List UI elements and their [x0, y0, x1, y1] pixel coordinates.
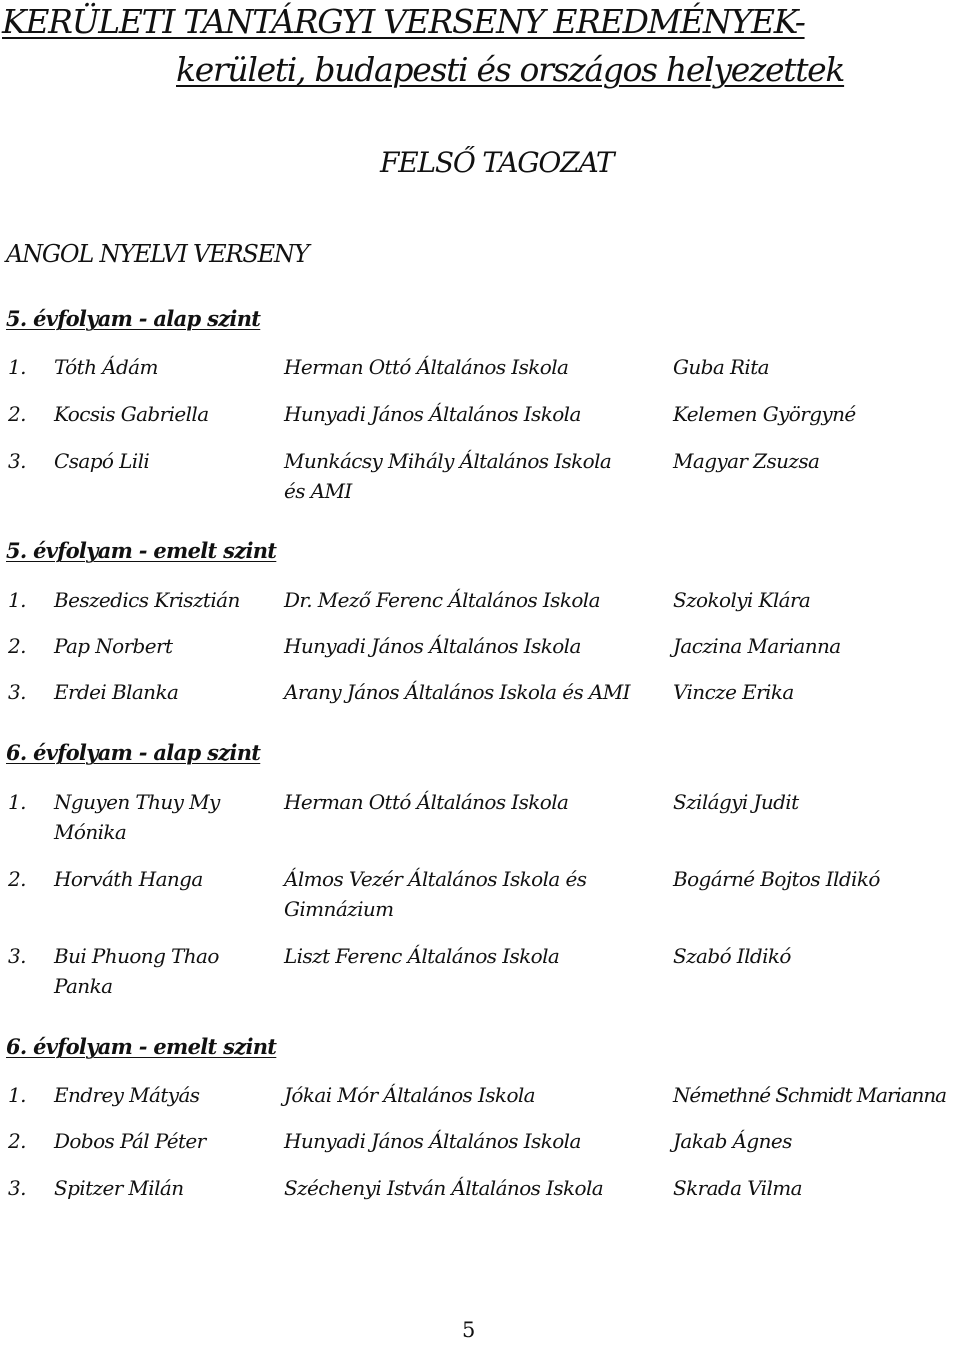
document-title-line-1: KERÜLETI TANTÁRGYI VERSENY EREDMÉNYEK- [2, 2, 805, 41]
teacher-name: Jaczina Marianna [673, 634, 841, 658]
group-title: 6. évfolyam - alap szint [6, 740, 261, 765]
rank: 3. [8, 449, 26, 473]
page-number: 5 [462, 1318, 476, 1342]
rank: 2. [8, 867, 26, 891]
subject-title: ANGOL NYELVI VERSENY [6, 240, 309, 268]
student-name: Endrey Mátyás [54, 1083, 200, 1107]
rank: 1. [8, 355, 26, 379]
school-name: Dr. Mező Ferenc Általános Iskola [284, 588, 600, 612]
school-name: Hunyadi János Általános Iskola [284, 402, 581, 426]
student-name: Tóth Ádám [54, 355, 158, 379]
student-name: Bui Phuong Thao Panka [54, 944, 219, 998]
teacher-name: Bogárné Bojtos Ildikó [673, 867, 880, 891]
rank: 2. [8, 402, 26, 426]
teacher-name: Skrada Vilma [673, 1176, 802, 1200]
rank: 2. [8, 634, 26, 658]
school-name: Jókai Mór Általános Iskola [284, 1083, 536, 1107]
group-title: 6. évfolyam - emelt szint [6, 1034, 277, 1059]
school-name: Széchenyi István Általános Iskola [284, 1176, 604, 1200]
student-name: Horváth Hanga [54, 867, 203, 891]
student-name: Kocsis Gabriella [54, 402, 209, 426]
group-title: 5. évfolyam - alap szint [6, 306, 261, 331]
school-name: Álmos Vezér Általános Iskola és Gimnázium [284, 867, 587, 921]
teacher-name: Szilágyi Judit [673, 790, 799, 814]
school-name: Herman Ottó Általános Iskola [284, 790, 569, 814]
school-name: Arany János Általános Iskola és AMI [284, 680, 630, 704]
rank: 1. [8, 790, 26, 814]
rank: 3. [8, 1176, 26, 1200]
teacher-name: Némethné Schmidt Marianna [673, 1083, 946, 1107]
school-name: Munkácsy Mihály Általános Iskola és AMI [284, 449, 612, 503]
student-name: Csapó Lili [54, 449, 150, 473]
school-name: Hunyadi János Általános Iskola [284, 1129, 581, 1153]
student-name: Dobos Pál Péter [54, 1129, 206, 1153]
teacher-name: Jakab Ágnes [673, 1129, 792, 1153]
teacher-name: Szokolyi Klára [673, 588, 811, 612]
teacher-name: Guba Rita [673, 355, 769, 379]
teacher-name: Szabó Ildikó [673, 944, 791, 968]
rank: 1. [8, 588, 26, 612]
school-name: Herman Ottó Általános Iskola [284, 355, 569, 379]
document-title-line-2: kerületi, budapesti és országos helyezettek [176, 50, 845, 89]
student-name: Nguyen Thuy My Mónika [54, 790, 220, 844]
student-name: Pap Norbert [54, 634, 173, 658]
teacher-name: Magyar Zsuzsa [673, 449, 820, 473]
rank: 3. [8, 944, 26, 968]
section-title: FELSŐ TAGOZAT [380, 146, 614, 179]
rank: 3. [8, 680, 26, 704]
group-title: 5. évfolyam - emelt szint [6, 538, 277, 563]
teacher-name: Vincze Erika [673, 680, 794, 704]
school-name: Hunyadi János Általános Iskola [284, 634, 581, 658]
rank: 2. [8, 1129, 26, 1153]
student-name: Spitzer Milán [54, 1176, 184, 1200]
student-name: Erdei Blanka [54, 680, 179, 704]
school-name: Liszt Ferenc Általános Iskola [284, 944, 560, 968]
rank: 1. [8, 1083, 26, 1107]
student-name: Beszedics Krisztián [54, 588, 240, 612]
teacher-name: Kelemen Györgyné [673, 402, 856, 426]
